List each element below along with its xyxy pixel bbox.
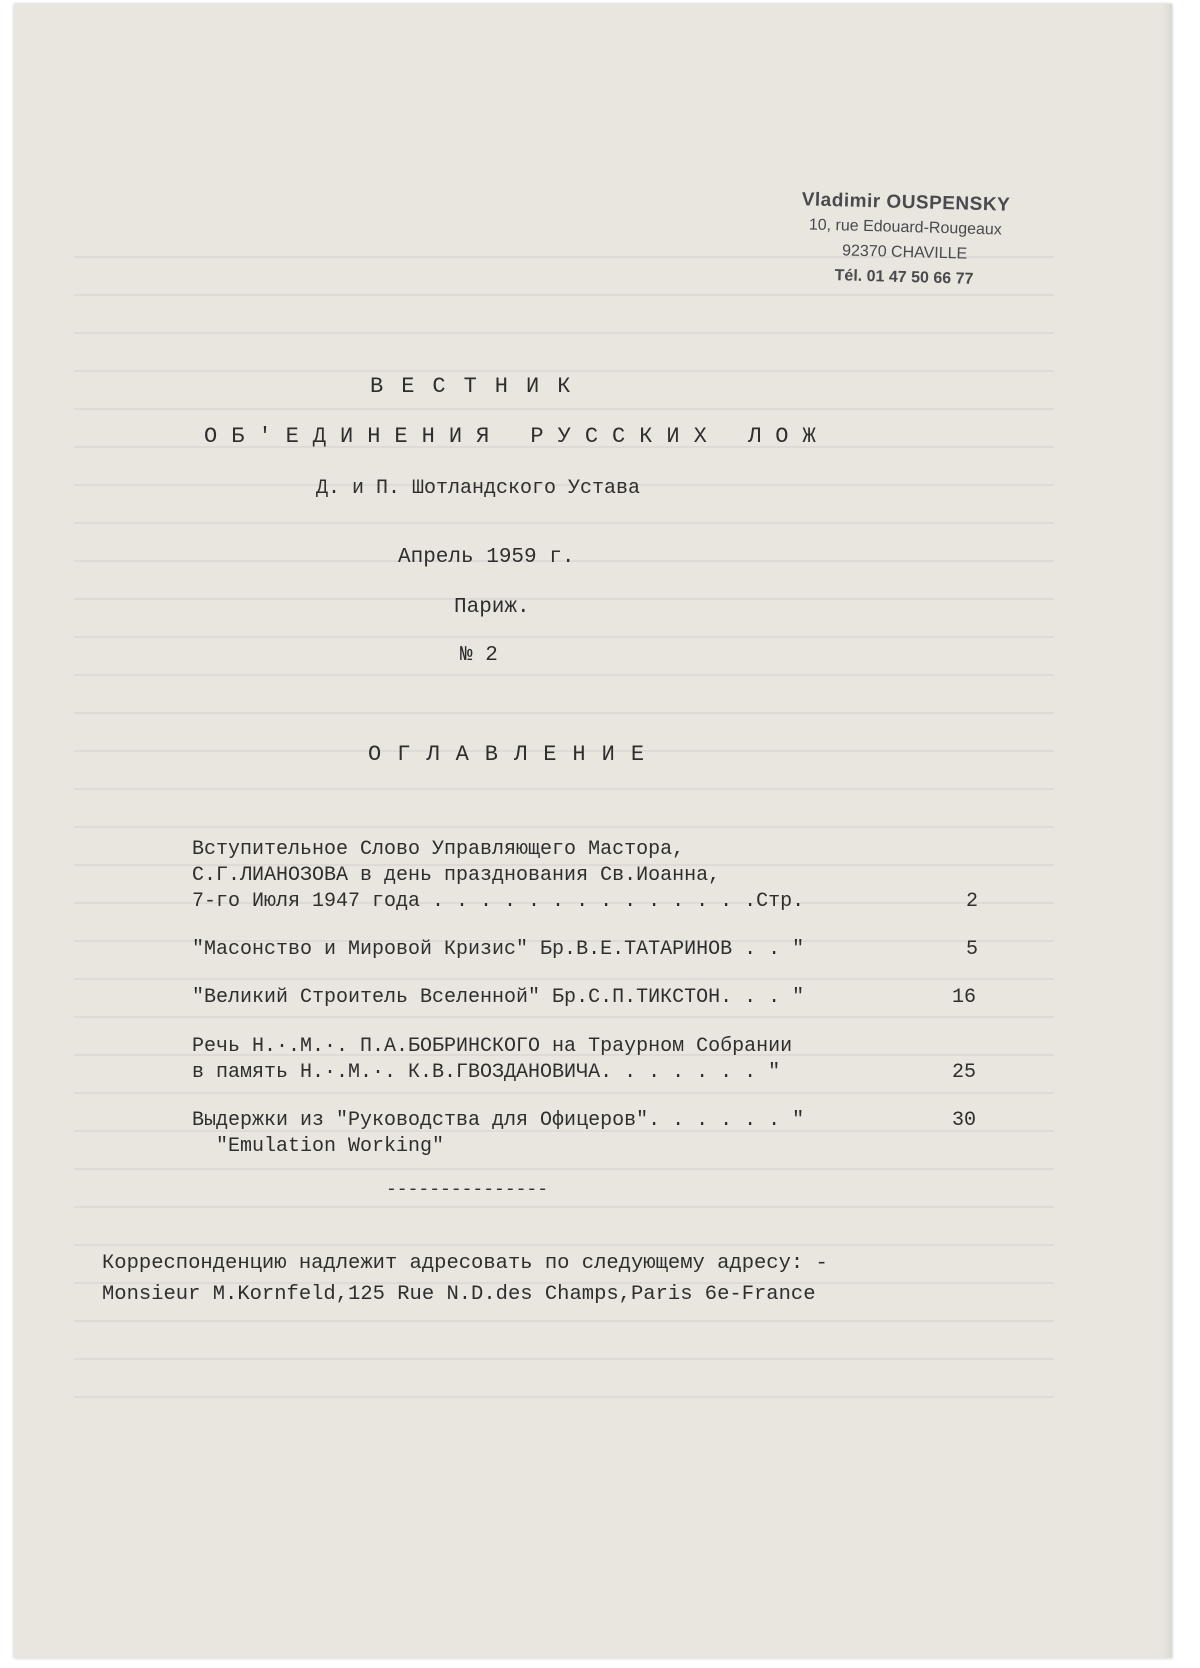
page-edge xyxy=(1162,4,1172,1658)
toc-entry-2-page: 5 xyxy=(966,938,979,961)
toc-entry-4-line-1: Речь Н.·.М.·. П.А.БОБРИНСКОГО на Траурном Собрании xyxy=(192,1035,793,1058)
toc-entry-1-line-2: С.Г.ЛИАНОЗОВА в день празднования Св.Иоанна, xyxy=(192,864,721,887)
subtitle: Д. и П. Шотландского Устава xyxy=(316,477,641,500)
toc-entry-1-line-1: Вступительное Слово Управляющего Мастора, xyxy=(192,838,685,861)
footer-line-2: Monsieur M.Kornfeld,125 Rue N.D.des Champs,Paris 6e-France xyxy=(102,1283,816,1306)
stamp-street: 10, rue Edouard-Rougeaux xyxy=(808,216,1003,239)
footer-line-1: Корреспонденцию надлежит адресовать по следующему адресу: - xyxy=(102,1252,828,1275)
stamp-name: Vladimir OUSPENSKY xyxy=(801,189,1011,216)
title-line-1: ВЕСТНИК xyxy=(370,374,589,399)
toc-entry-2-line-1: "Масонство и Мировой Кризис" Бр.В.Е.ТАТАРИНОВ . . " xyxy=(192,938,805,961)
city-line: Париж. xyxy=(454,596,530,619)
toc-entry-5-line-1: Выдержки из "Руководства для Офицеров". . . . . . " xyxy=(192,1109,805,1132)
section-divider: --------------- xyxy=(386,1180,549,1200)
toc-entry-1-line-3: 7-го Июля 1947 года . . . . . . . . . . . . . .Стр. xyxy=(192,890,805,913)
toc-entry-5-page: 30 xyxy=(952,1109,977,1132)
title-line-2: ОБ'ЕДИНЕНИЯ РУССКИХ ЛОЖ xyxy=(204,424,830,449)
document-page xyxy=(14,4,1172,1658)
toc-heading: ОГЛАВЛЕНИЕ xyxy=(368,742,661,767)
stamp-city: 92370 CHAVILLE xyxy=(841,242,968,263)
toc-entry-4-line-2: в память Н.·.М.·. К.В.ГВОЗДАНОВИЧА. . . . . . . " xyxy=(192,1061,781,1084)
toc-entry-3-line-1: "Великий Строитель Вселенной" Бр.С.П.ТИКСТОН. . . " xyxy=(192,986,805,1009)
toc-entry-3-page: 16 xyxy=(952,986,977,1009)
issue-number: № 2 xyxy=(460,644,498,667)
toc-entry-4-page: 25 xyxy=(952,1061,977,1084)
toc-entry-1-page: 2 xyxy=(966,890,979,913)
stamp-phone: Tél. 01 47 50 66 77 xyxy=(834,267,974,288)
date-line: Апрель 1959 г. xyxy=(398,546,575,569)
toc-entry-5-line-2: "Emulation Working" xyxy=(192,1135,445,1158)
address-stamp xyxy=(769,186,1042,293)
